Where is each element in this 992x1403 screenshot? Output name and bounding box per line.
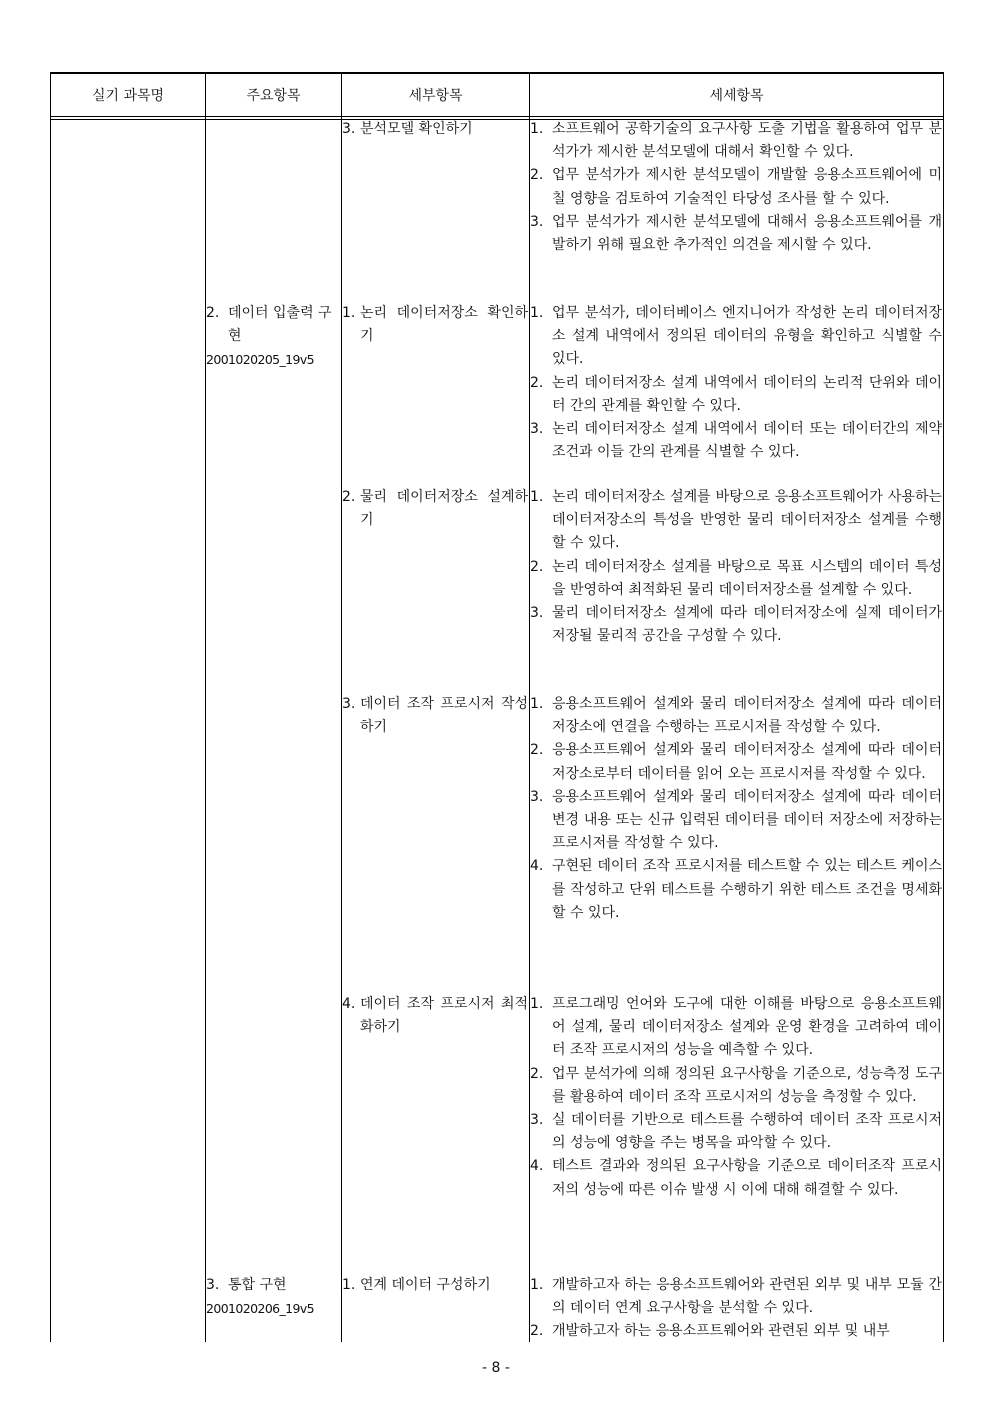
column-divider bbox=[205, 72, 206, 1342]
header-sub-item: 세부항목 bbox=[408, 88, 463, 104]
detail-item: 1. 프로그래밍 언어와 도구에 대한 이해를 바탕으로 응용소프트웨어 설계, 물리 데이터저장소 설계와 운영 환경을 고려하여 데이터 조작 프로시저의 성능을 예측할 수 있다. bbox=[530, 996, 942, 1059]
detail-item: 3. 논리 데이터저장소 설계 내역에서 데이터 또는 데이터간의 제약조건과 이들 간의 관계를 식별할 수 있다. bbox=[530, 421, 942, 461]
sub-item: 4. 데이터 조작 프로시저 최적화하기 bbox=[342, 996, 528, 1036]
header-subject: 실기 과목명 bbox=[91, 88, 165, 104]
detail-list bbox=[530, 118, 942, 257]
header-divider bbox=[50, 116, 944, 117]
detail-item: 1. 논리 데이터저장소 설계를 바탕으로 응용소프트웨어가 사용하는 데이터저장소의 특성을 반영한 물리 데이터저장소 설계를 수행할 수 있다. bbox=[530, 489, 942, 552]
sub-item: 2. 물리 데이터저장소 설계하기 bbox=[342, 489, 528, 529]
detail-list bbox=[530, 693, 942, 925]
sub-item: 1. 논리 데이터저장소 확인하기 bbox=[342, 305, 528, 345]
main-item-code: 2001020206_19v5 bbox=[206, 1301, 315, 1317]
detail-item: 2. 논리 데이터저장소 설계 내역에서 데이터의 논리적 단위와 데이터 간의 관계를 확인할 수 있다. bbox=[530, 374, 942, 414]
detail-list bbox=[530, 486, 942, 648]
detail-item: 2. 업무 분석가가 제시한 분석모델이 개발할 응용소프트웨어에 미칠 영향을 검토하여 기술적인 타당성 조사를 할 수 있다. bbox=[530, 167, 942, 207]
detail-item: 2. 논리 데이터저장소 설계를 바탕으로 목표 시스템의 데이터 특성을 반영하여 최적화된 물리 데이터저장소를 설계할 수 있다. bbox=[530, 558, 942, 598]
detail-list bbox=[530, 1274, 942, 1344]
detail-item: 3. 응용소프트웨어 설계와 물리 데이터저장소 설계에 따라 데이터 변경 내용 또는 신규 입력된 데이터를 데이터 저장소에 저장하는 프로시저를 작성할 수 있다. bbox=[530, 788, 942, 852]
detail-item: 2. 업무 분석가에 의해 정의된 요구사항을 기준으로, 성능측정 도구를 활용하여 데이터 조작 프로시저의 성능을 측정할 수 있다. bbox=[530, 1065, 942, 1105]
detail-item: 4. 테스트 결과와 정의된 요구사항을 기준으로 데이터조작 프로시저의 성능에 따른 이슈 발생 시 이에 대해 해결할 수 있다. bbox=[530, 1158, 942, 1198]
detail-item: 1. 소프트웨어 공학기술의 요구사항 도출 기법을 활용하여 업무 분석가가 제시한 분석모델에 대해서 확인할 수 있다. bbox=[530, 121, 942, 161]
detail-item: 3. 업무 분석가가 제시한 분석모델에 대해서 응용소프트웨어를 개발하기 위해 필요한 추가적인 의견을 제시할 수 있다. bbox=[530, 213, 942, 254]
sub-item: 3. 데이터 조작 프로시저 작성하기 bbox=[342, 696, 528, 736]
detail-list bbox=[530, 302, 942, 464]
main-item: 2. 데이터 입출력 구현 2001020205_19v5 bbox=[206, 302, 340, 372]
detail-item: 3. 실 데이터를 기반으로 테스트를 수행하여 데이터 조작 프로시저의 성능에 영향을 주는 병목을 파악할 수 있다. bbox=[530, 1112, 942, 1152]
main-item: 3. 통합 구현 2001020206_19v5 bbox=[206, 1274, 340, 1320]
detail-item: 1. 응용소프트웨어 설계와 물리 데이터저장소 설계에 따라 데이터 저장소에 연결을 수행하는 프로시저를 작성할 수 있다. bbox=[530, 696, 942, 736]
sub-item: 1. 연계 데이터 구성하기 bbox=[342, 1277, 491, 1293]
detail-item: 1. 업무 분석가, 데이터베이스 엔지니어가 작성한 논리 데이터저장소 설계 내역에서 정의된 데이터의 유형을 확인하고 식별할 수 있다. bbox=[530, 305, 942, 368]
detail-item: 1. 개발하고자 하는 응용소프트웨어와 관련된 외부 및 내부 모듈 간의 데이터 연계 요구사항을 분석할 수 있다. bbox=[530, 1277, 942, 1317]
detail-item: 3. 물리 데이터저장소 설계에 따라 데이터저장소에 실제 데이터가 저장될 물리적 공간을 구성할 수 있다. bbox=[530, 605, 942, 645]
sub-item: 3. 분석모델 확인하기 bbox=[342, 121, 473, 137]
detail-item: 2. 응용소프트웨어 설계와 물리 데이터저장소 설계에 따라 데이터 저장소로부터 데이터를 읽어 오는 프로시저를 작성할 수 있다. bbox=[530, 742, 942, 782]
page-number: - 8 - bbox=[482, 1360, 510, 1376]
main-item-code: 2001020205_19v5 bbox=[206, 352, 315, 368]
detail-item: 4. 구현된 데이터 조작 프로시저를 테스트할 수 있는 테스트 케이스를 작성하고 단위 테스트를 수행하기 위한 테스트 조건을 명세화 할 수 있다. bbox=[530, 858, 942, 921]
detail-list bbox=[530, 993, 942, 1202]
detail-item: 2. 개발하고자 하는 응용소프트웨어와 관련된 외부 및 내부 bbox=[530, 1323, 890, 1340]
header-main-item: 주요항목 bbox=[246, 88, 301, 104]
header-detail-item: 세세항목 bbox=[709, 88, 764, 104]
